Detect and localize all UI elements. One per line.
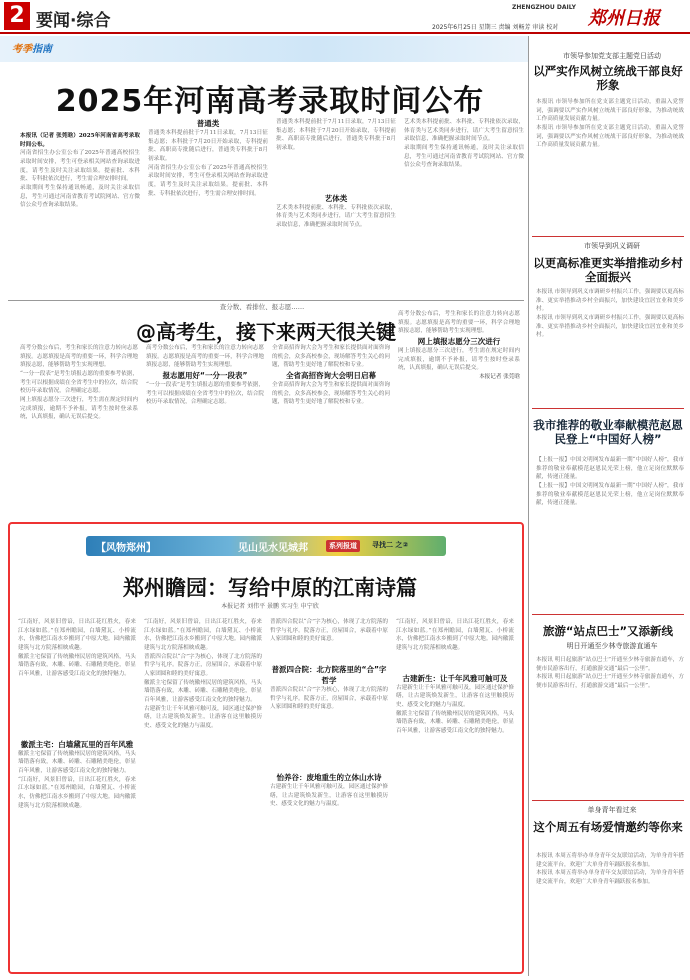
article1-col1 [20,132,140,300]
article1-col2 [148,118,268,300]
article2-body: 全省高招咨询大会为考生和家长提供面对面咨询的机会，众多高校参会，现场解答考生关心的问题，帮助考生更好地了解院校和专业。 [272,381,390,406]
feature-col4 [396,618,514,968]
feature-body: 徽派主宅保留了传统徽州民居的建筑风格，马头墙错落有致，木雕、砖雕、石雕精美绝伦，彰显百年风雅，让游客感受江南文化的独特魅力。 [396,710,514,734]
r4-text: 本报讯 明日起旅游“站点巴士”开通至少林寺旅游直通车，方便市民游客出行，打通旅游交通“最后一公里”。 [536,657,684,672]
r1-headline: 以严实作风树立统战干部良好形象 [533,64,683,93]
feature-body: “江南好，风景旧曾谙，日出江花红胜火，春来江水绿如蓝。”在郑州瞻园，白墙黛瓦、小桥流水，仿佛把江南水乡搬到了中原大地。园内徽派建筑与北方院落相映成趣。 [18,776,136,809]
article1-body: 录取期间考生保持通讯畅通，及时关注录取信息，考生可通过河南省教育考试院网站、官方微信公众号查询录取结果。 [20,184,140,209]
article1-subhead: 普通类 [196,119,220,128]
article1-col3 [276,118,396,300]
column-ribbon [0,36,528,62]
article1-col4 [404,118,524,300]
article1-body: 河南省招生办公室公布了2025年普通高校招生录取时间安排，考生可登录相关网站查询录取进度，请考生及时关注录取结果。提前批、本科批、专科批依次进行，考生需合理安排时间。 [20,150,140,183]
article2-body: 网上填报志愿分三次进行，考生需在规定时间内完成填报，逾期不予补报，请考生按时登录系统，认真填报，确认无误后提交。 [20,396,138,421]
ribbon-label [12,40,52,55]
r5-body [536,852,684,972]
article1-lead: 本报讯（记者 张莞晗）2025年河南省高考录取时间公布。 [20,133,140,148]
r5-kicker: 单身青年看过来 [587,806,637,814]
r1-kicker: 市领导参加党支部主题党日活动 [563,52,661,60]
r3-text: 【上报一报】中国文明网发布最新一期“中国好人榜”，我市推荐的敬业奉献模范赵恩民光荣上榜，他立足岗位默默奉献，传递正能量。 [536,457,684,481]
article2-byline: 本报记者 张莞晗 [479,373,520,380]
article1-body: 艺术类本科提前批、本科批、专科批依次录取，体育类与艺术类同步进行，请广大考生留意招生录取信息，准确把握录取时间节点。 [404,119,524,143]
feature-body: 古建新生让千年风雅可触可及，园区通过保护修缮，让古建筑焕发新生，让游客在这里触摸历史、感受文化的魅力与温度。 [396,684,514,708]
date-line: 2025年6月25日 星期三 责编 刘畅芳 审读 校对 [432,24,559,31]
article1-body: 普通类本科提前批于7月11日录取，7月13日征集志愿；本科批于7月20日开始录取，专科提前批、高职高专批随后进行，普通类专科批于8月初录取。 [148,130,268,162]
r2-text: 本报讯 市领导到巩义市调研乡村振兴工作，强调要以更高标准、更实举措推动乡村全面振兴，加快建设宜居宜业和美乡村。 [536,314,684,339]
article2-body: 网上填报志愿分三次进行，考生需在规定时间内完成填报，逾期不予补报，请考生按时登录系统，认真填报，确认无误后提交。 [398,347,520,372]
rule [532,408,684,409]
article2-col3 [272,344,390,516]
feature-series-tag: 系列报道 [326,540,360,552]
article2-col4 [398,310,520,516]
feature-subhead: 普派四合院：北方院落里的“合”字哲学 [271,664,387,685]
r4-body [536,656,684,794]
r1-text: 本报讯 市领导参加所在党支部主题党日活动，重温入党誓词，强调要以严实作风树立统战干部良好形象，为推动统战工作高质量发展贡献力量。 [536,124,684,149]
rule [532,614,684,615]
r3-text: 【上报一报】中国文明网发布最新一期“中国好人榜”，我市推荐的敬业奉献模范赵恩民光荣上榜，他立足岗位默默奉献，传递正能量。 [536,482,684,507]
divider [8,300,524,301]
feature-body: 古建新生让千年风雅可触可及，园区通过保护修缮，让古建筑焕发新生，让游客在这里触摸历史、感受文化的魅力与温度。 [144,705,262,729]
article2-headline: @高考生，接下来两天很关键 [136,320,396,344]
feature-body: 徽派主宅保留了传统徽州民居的建筑风格，马头墙错落有致，木雕、砖雕、石雕精美绝伦，彰显百年风雅，让游客感受江南文化的独特魅力。 [18,653,136,677]
feature-byline: 本报记者 刘伟平 景鹏 实习生 申宁欣 [221,603,319,610]
rule [532,236,684,237]
feature-body: “江南好，风景旧曾谙，日出江花红胜火，春来江水绿如蓝。”在郑州瞻园，白墙黛瓦、小桥流水，仿佛把江南水乡搬到了中原大地。园内徽派建筑与北方院落相映成趣。 [18,619,136,651]
article2-body: 全省高招咨询大会为考生和家长提供面对面咨询的机会，众多高校参会，现场解答考生关心的问题，帮助考生更好地了解院校和专业。 [272,345,390,369]
r3-body [536,456,684,608]
article2-col1 [20,344,138,516]
ribbon-part1: 考季 [12,44,32,55]
feature-column-name: 【风物郑州】 [96,543,156,554]
r4-text: 本报讯 明日起旅游“站点巴士”开通至少林寺旅游直通车，方便市民游客出行，打通旅游交通“最后一公里”。 [536,674,684,689]
feature-subhead: 古建新生：让千年风雅可触可及 [402,673,508,683]
r2-body [536,288,684,404]
r1-body [536,98,684,230]
article2-subhead: 全省高招咨询大会明日启幕 [286,370,376,380]
column-divider [528,36,529,976]
r3-headline: 我市推荐的敬业奉献模范赵恩民登上“中国好人榜” [533,418,683,447]
feature-col1 [18,618,136,968]
feature-body: 徽派主宅保留了传统徽州民居的建筑风格，马头墙错落有致，木雕、砖雕、石雕精美绝伦，彰显百年风雅，让游客感受江南文化的独特魅力。 [144,679,262,703]
feature-col2 [144,618,262,968]
article2-subhead: 网上填报志愿分三次进行 [417,336,501,346]
feature-series-name: 见山见水见城邦 [238,543,308,554]
article2-body: 高考分数公布后，考生和家长的注意力转向志愿填报。志愿填报是高考的重要一环，科学合理地填报志愿，能够帮助考生实现理想。 [20,345,138,369]
ribbon-part2: 指南 [32,44,52,55]
feature-subhead: 怡养谷：废地重生的立体山水诗 [276,772,382,782]
article2-subhead: 报志愿用好“一分一段表” [162,370,248,380]
page-header [0,0,690,34]
r5-text: 本报讯 本周五将举办单身青年交友联谊活动，为单身青年搭建交流平台，欢迎广大单身青年踊跃报名参加。 [536,870,684,885]
paper-logo: 郑州日报 [588,8,660,29]
r1-text: 本报讯 市领导参加所在党支部主题党日活动，重温入党誓词，强调要以严实作风树立统战干部良好形象，为推动统战工作高质量发展贡献力量。 [536,99,684,123]
article2-col2 [146,344,264,516]
r2-text: 本报讯 市领导到巩义市调研乡村振兴工作，强调要以更高标准、更实举措推动乡村全面振兴，加快建设宜居宜业和美乡村。 [536,289,684,313]
r5-headline: 这个周五有场爱情邀约等你来 [533,820,683,834]
rule [532,800,684,801]
article2-body: 高考分数公布后，考生和家长的注意力转向志愿填报。志愿填报是高考的重要一环，科学合理地填报志愿，能够帮助考生实现理想。 [146,345,264,369]
feature-body: “江南好，风景旧曾谙，日出江花红胜火，春来江水绿如蓝。”在郑州瞻园，白墙黛瓦、小桥流水，仿佛把江南水乡搬到了中原大地。园内徽派建筑与北方院落相映成趣。 [144,619,262,651]
r4-subtitle: 明日开通至少林寺旅游直通车 [566,642,658,650]
paper-name-en: ZHENGZHOU DAILY [512,4,576,11]
article1-body: 艺术类本科提前批、本科批、专科批依次录取，体育类与艺术类同步进行，请广大考生留意招生录取信息，准确把握录取时间节点。 [276,204,396,228]
article1-body: 河南省招生办公室公布了2025年普通高校招生录取时间安排，考生可登录相关网站查询录取进度，请考生及时关注录取结果。提前批、本科批、专科批依次进行，考生需合理安排时间。 [148,164,268,197]
r5-text: 本报讯 本周五将举办单身青年交友联谊活动，为单身青年搭建交流平台，欢迎广大单身青年踊跃报名参加。 [536,853,684,868]
feature-body: 古建新生让千年风雅可触可及，园区通过保护修缮，让古建筑焕发新生，让游客在这里触摸历史、感受文化的魅力与温度。 [270,783,388,808]
article1-body: 普通类本科提前批于7月11日录取，7月13日征集志愿；本科批于7月20日开始录取，专科提前批、高职高专批随后进行，普通类专科批于8月初录取。 [276,119,396,151]
r2-headline: 以更高标准更实举措推动乡村全面振兴 [533,256,683,285]
feature-subhead: 徽派主宅：白墙黛瓦里的百年风雅 [20,739,134,749]
article2-kicker: 查分数、看排位、报志愿…… [219,303,305,311]
r4-headline: 旅游“站点巴士”又添新线 [542,624,674,638]
feature-headline: 郑州瞻园：写给中原的江南诗篇 [123,576,417,600]
article2-body: “一分一段表”是考生填报志愿的重要参考依据，考生可以根据成绩在全省考生中的位次，结合院校历年录取情况，合理确定志愿。 [146,381,264,406]
feature-col3 [270,618,388,968]
r2-kicker: 市领导到巩义调研 [584,242,640,250]
feature-body: 普派四合院以“合”字为核心，体现了北方院落的哲学与礼序。院落方正，房屋围合，承载着中原人家团圆和睦的美好寓意。 [270,686,388,711]
feature-body: 普派四合院以“合”字为核心，体现了北方院落的哲学与礼序。院落方正，房屋围合，承载着中原人家团圆和睦的美好寓意。 [144,653,262,677]
feature-body: “江南好，风景旧曾谙，日出江花红胜火，春来江水绿如蓝。”在郑州瞻园，白墙黛瓦、小桥流水，仿佛把江南水乡搬到了中原大地。园内徽派建筑与北方院落相映成趣。 [396,619,514,651]
feature-body: 普派四合院以“合”字为核心，体现了北方院落的哲学与礼序。院落方正，房屋围合，承载着中原人家团圆和睦的美好寓意。 [270,619,388,643]
article1-body: 录取期间考生保持通讯畅通，及时关注录取信息，考生可通过河南省教育考试院网站、官方微信公众号查询录取结果。 [404,144,524,169]
feature-body: 徽派主宅保留了传统徽州民居的建筑风格，马头墙错落有致，木雕、砖雕、石雕精美绝伦，彰显百年风雅，让游客感受江南文化的独特魅力。 [18,750,136,774]
feature-issue: 寻找二 之② [372,541,409,549]
article2-body: “一分一段表”是考生填报志愿的重要参考依据，考生可以根据成绩在全省考生中的位次，结合院校历年录取情况，合理确定志愿。 [20,370,138,395]
page-number: 2 [4,2,30,30]
section-title: 要闻·综合 [36,11,111,31]
article1-headline: 2025年河南高考录取时间公布 [55,84,485,119]
article1-subhead: 艺体类 [324,193,348,203]
article2-body: 高考分数公布后，考生和家长的注意力转向志愿填报。志愿填报是高考的重要一环，科学合理地填报志愿，能够帮助考生实现理想。 [398,311,520,335]
